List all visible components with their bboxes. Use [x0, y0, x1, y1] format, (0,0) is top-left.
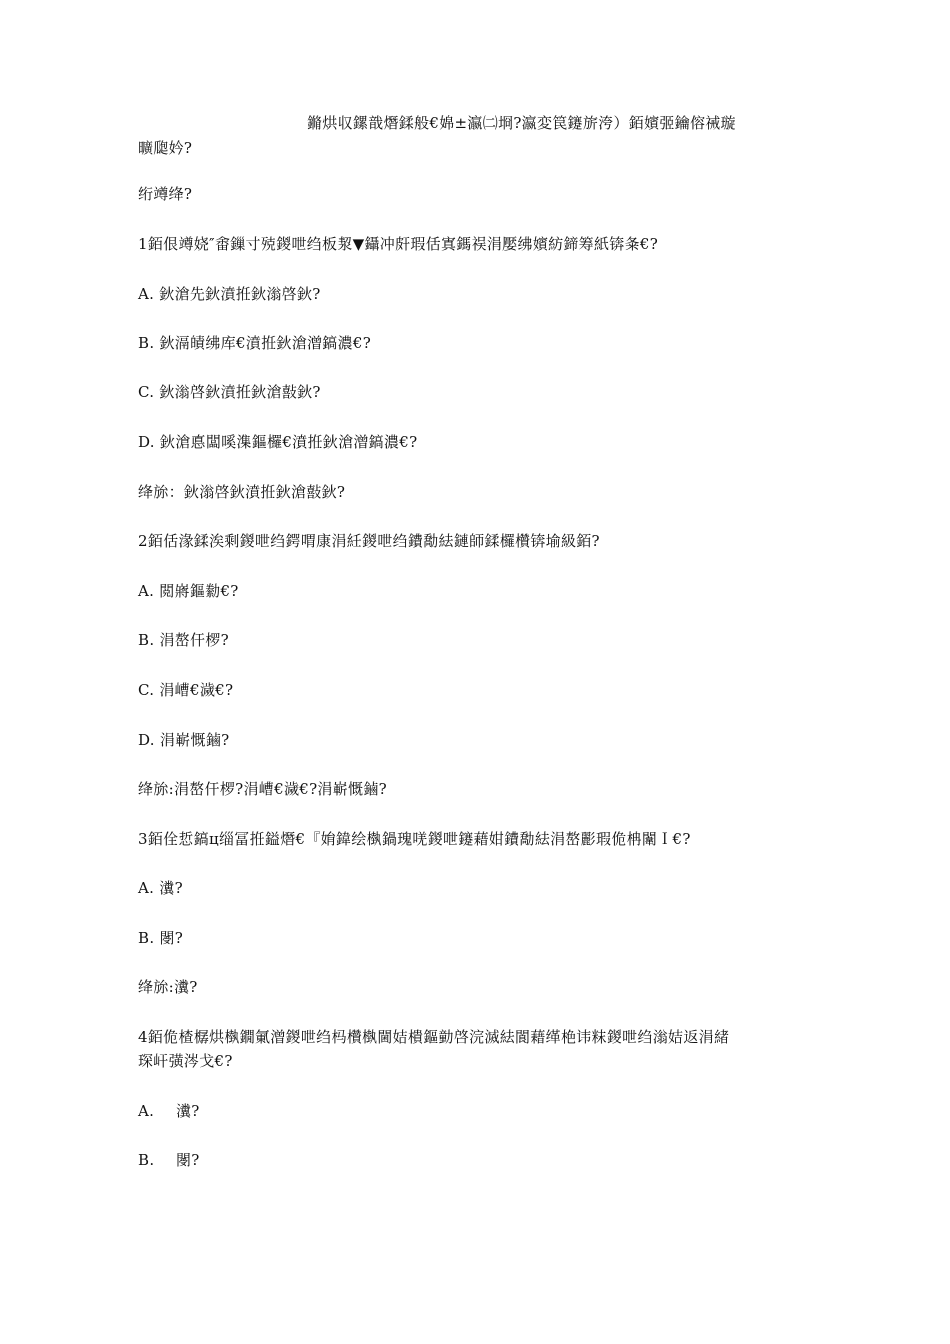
question-2-option-d: D. 涓嶄慨鏀? — [138, 731, 230, 749]
question-1-answer: 绛旀：鈥滃啓鈥濆拰鈥滄敼鈥? — [138, 483, 346, 501]
question-1-option-d: D. 鈥滄悳闆嗘潗鏂欏€濆拰鈥滄潧鎬濃€? — [138, 433, 418, 451]
question-3-option-b: B. 閿? — [138, 929, 184, 947]
question-2-answer: 绛旀:涓嶅仠椤?涓嶆€濊€?涓嶄慨鏀? — [138, 780, 387, 798]
question-4-option-a — [138, 1100, 200, 1122]
section-label: 绗竴绛? — [138, 185, 193, 203]
question-2-stem: 2銆佸湪鍒涘剩鍐呭绉鍔喟康涓紝鍐呭绉鐨勪紶鏈師鍒欏欑锛堬級銆? — [138, 532, 600, 550]
question-1-option-c: C. 鈥滃啓鈥濆拰鈥滄敼鈥? — [138, 383, 321, 401]
document-title-line-1: 鏅烘収鏍戠熸鍒般€婂±瀛㈡埛?瀛変笢鑳旂洿）銆嬪弬鑰傛祴璇 — [307, 114, 736, 132]
question-4-stem-line-2: 琛屽彉涔戈€? — [138, 1052, 233, 1070]
question-2-option-c: C. 涓嶆€濊€? — [138, 681, 234, 699]
question-1-option-a: A. 鈥滄先鈥濆拰鈥滃啓鈥? — [138, 285, 321, 303]
question-4-option-b-letter: B. — [138, 1151, 155, 1169]
question-2-option-a: A. 閲嶈鏂勬€? — [138, 582, 239, 600]
question-3-answer: 绛旀:瀵? — [138, 978, 198, 996]
question-3-stem: 3銆佺悊鎬ц缁冨拰鎰熸€『姢鍏绘槸鍋瑰唴鍐呭鑳藉姏鐨勪紶涓嶅彲瑕佹柟闈Ｉ€? — [138, 830, 691, 848]
question-4-option-b-text: 閿? — [176, 1151, 200, 1169]
question-2-option-b: B. 涓嶅仠椤? — [138, 631, 230, 649]
question-4-option-a-letter: A. — [138, 1102, 155, 1120]
question-4-stem-line-1: 4銆佹楂樼烘槸鐗氭潧鍐呭绉杩欑槸閫姞樻鏂勭啓浣滅紶閬藉缂栬讳粖鍐呭绉滃姞返涓緒 — [138, 1028, 730, 1046]
question-1-stem: 1銆佷竴娆″畬鏁寸殑鍐呭绉板洯▼鑷冲皯瑕佸寘鎷祦涓嬮绋嬪紡鍗筹紙锛夈€? — [138, 235, 659, 253]
question-4-option-b — [138, 1149, 200, 1171]
document-title-line-2: 曠瓟妗? — [138, 139, 193, 157]
question-4-option-a-text: 瀵? — [176, 1102, 200, 1120]
question-3-option-a: A. 瀵? — [138, 879, 183, 897]
question-1-option-b: B. 鈥滆皟绋库€濆拰鈥滄潧鎬濃€? — [138, 334, 372, 352]
